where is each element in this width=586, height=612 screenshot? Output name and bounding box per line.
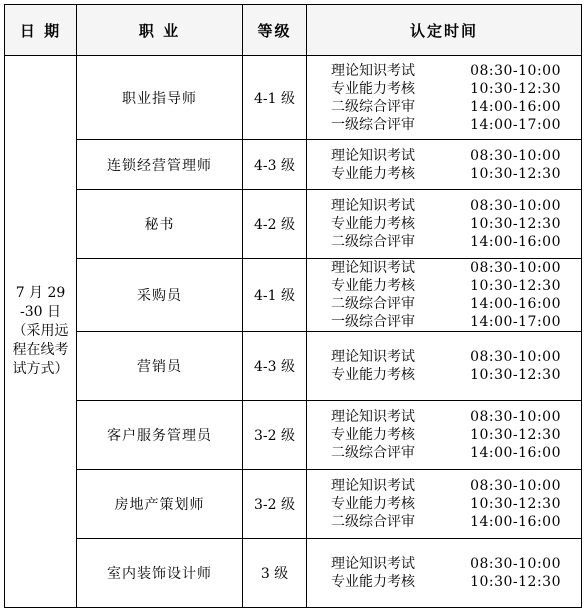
header-time: 认定时间 xyxy=(307,5,582,56)
exam-name: 二级综合评审 xyxy=(331,445,415,461)
exam-name: 专业能力考核 xyxy=(331,574,415,590)
exam-time: 08:30-10:00 xyxy=(470,349,561,365)
exam-time: 10:30-12:30 xyxy=(470,278,561,294)
table-row xyxy=(5,401,582,470)
job-cell: 营销员 xyxy=(77,332,243,401)
schedule-line xyxy=(307,366,581,384)
schedule-line xyxy=(307,147,581,165)
schedule-cell xyxy=(307,539,582,608)
schedule-line xyxy=(307,495,581,513)
grade-cell: 3-2 级 xyxy=(243,470,307,539)
schedule-line xyxy=(307,313,581,331)
schedule-line xyxy=(307,215,581,233)
exam-time: 10:30-12:30 xyxy=(470,216,561,232)
grade-cell: 4-1 级 xyxy=(243,56,307,140)
exam-name: 理论知识考试 xyxy=(331,62,415,79)
grade-cell: 4-3 级 xyxy=(243,332,307,401)
table-row xyxy=(5,470,582,539)
schedule-line xyxy=(307,80,581,98)
exam-time: 08:30-10:00 xyxy=(470,198,561,214)
exam-time: 08:30-10:00 xyxy=(470,260,561,276)
exam-name: 理论知识考试 xyxy=(331,409,415,425)
exam-name: 理论知识考试 xyxy=(331,556,415,572)
schedule-cell xyxy=(307,470,582,539)
exam-name: 专业能力考核 xyxy=(331,80,415,97)
schedule-line xyxy=(307,295,581,313)
job-cell: 客户服务管理员 xyxy=(77,401,243,470)
schedule-line xyxy=(307,348,581,366)
schedule-cell xyxy=(307,332,582,401)
table-row xyxy=(5,539,582,608)
exam-time: 10:30-12:30 xyxy=(470,574,561,590)
schedule-line xyxy=(307,477,581,495)
job-cell: 房地产策划师 xyxy=(77,470,243,539)
date-cell: 7 月 29 -30 日（采用远程在线考试方式） xyxy=(5,56,77,608)
job-cell: 职业指导师 xyxy=(77,56,243,140)
exam-time: 14:00-16:00 xyxy=(470,234,561,250)
schedule-line xyxy=(307,98,581,116)
job-cell: 室内装饰设计师 xyxy=(77,539,243,608)
exam-name: 一级综合评审 xyxy=(331,314,415,330)
exam-time: 14:00-16:00 xyxy=(470,98,561,115)
exam-name: 理论知识考试 xyxy=(331,260,415,276)
header-grade: 等级 xyxy=(243,5,307,56)
header-date: 日 期 xyxy=(5,5,77,56)
exam-time: 10:30-12:30 xyxy=(470,427,561,443)
exam-time: 10:30-12:30 xyxy=(470,367,561,383)
schedule-line xyxy=(307,513,581,531)
exam-time: 10:30-12:30 xyxy=(470,165,561,182)
header-job: 职 业 xyxy=(77,5,243,56)
exam-name: 二级综合评审 xyxy=(331,234,415,250)
exam-name: 理论知识考试 xyxy=(331,198,415,214)
job-cell: 采购员 xyxy=(77,259,243,332)
schedule-cell xyxy=(307,140,582,190)
exam-name: 一级综合评审 xyxy=(331,116,415,133)
job-cell: 秘书 xyxy=(77,190,243,259)
exam-name: 二级综合评审 xyxy=(331,514,415,530)
exam-time: 14:00-16:00 xyxy=(470,514,561,530)
schedule-cell xyxy=(307,401,582,470)
schedule-cell xyxy=(307,56,582,140)
exam-time: 14:00-16:00 xyxy=(470,445,561,461)
exam-name: 专业能力考核 xyxy=(331,427,415,443)
exam-name: 专业能力考核 xyxy=(331,367,415,383)
exam-time: 08:30-10:00 xyxy=(470,556,561,572)
exam-name: 二级综合评审 xyxy=(331,296,415,312)
table-row xyxy=(5,190,582,259)
exam-time: 14:00-17:00 xyxy=(470,314,561,330)
exam-time: 08:30-10:00 xyxy=(470,409,561,425)
exam-time: 08:30-10:00 xyxy=(470,62,561,79)
schedule-line xyxy=(307,277,581,295)
grade-cell: 4-1 级 xyxy=(243,259,307,332)
exam-time: 14:00-16:00 xyxy=(470,296,561,312)
schedule-line xyxy=(307,233,581,251)
grade-cell: 3 级 xyxy=(243,539,307,608)
schedule-line xyxy=(307,573,581,591)
exam-name: 专业能力考核 xyxy=(331,496,415,512)
schedule-line xyxy=(307,408,581,426)
exam-name: 专业能力考核 xyxy=(331,165,415,182)
schedule-line xyxy=(307,555,581,573)
schedule-cell xyxy=(307,190,582,259)
exam-name: 二级综合评审 xyxy=(331,98,415,115)
schedule-line xyxy=(307,116,581,134)
exam-name: 理论知识考试 xyxy=(331,147,415,164)
exam-time: 08:30-10:00 xyxy=(470,478,561,494)
table-row xyxy=(5,332,582,401)
schedule-line xyxy=(307,426,581,444)
table-body xyxy=(5,56,582,608)
exam-time: 10:30-12:30 xyxy=(470,496,561,512)
exam-name: 理论知识考试 xyxy=(331,478,415,494)
schedule-line xyxy=(307,444,581,462)
exam-time: 10:30-12:30 xyxy=(470,80,561,97)
exam-time: 08:30-10:00 xyxy=(470,147,561,164)
schedule-table xyxy=(4,4,582,608)
table-row xyxy=(5,259,582,332)
schedule-line xyxy=(307,62,581,80)
header-row xyxy=(5,5,582,56)
exam-name: 专业能力考核 xyxy=(331,278,415,294)
grade-cell: 4-3 级 xyxy=(243,140,307,190)
grade-cell: 3-2 级 xyxy=(243,401,307,470)
table-row xyxy=(5,140,582,190)
job-cell: 连锁经营管理师 xyxy=(77,140,243,190)
schedule-line xyxy=(307,165,581,183)
exam-name: 理论知识考试 xyxy=(331,349,415,365)
exam-time: 14:00-17:00 xyxy=(470,116,561,133)
table-row xyxy=(5,56,582,140)
schedule-cell xyxy=(307,259,582,332)
schedule-line xyxy=(307,259,581,277)
schedule-line xyxy=(307,197,581,215)
grade-cell: 4-2 级 xyxy=(243,190,307,259)
exam-name: 专业能力考核 xyxy=(331,216,415,232)
